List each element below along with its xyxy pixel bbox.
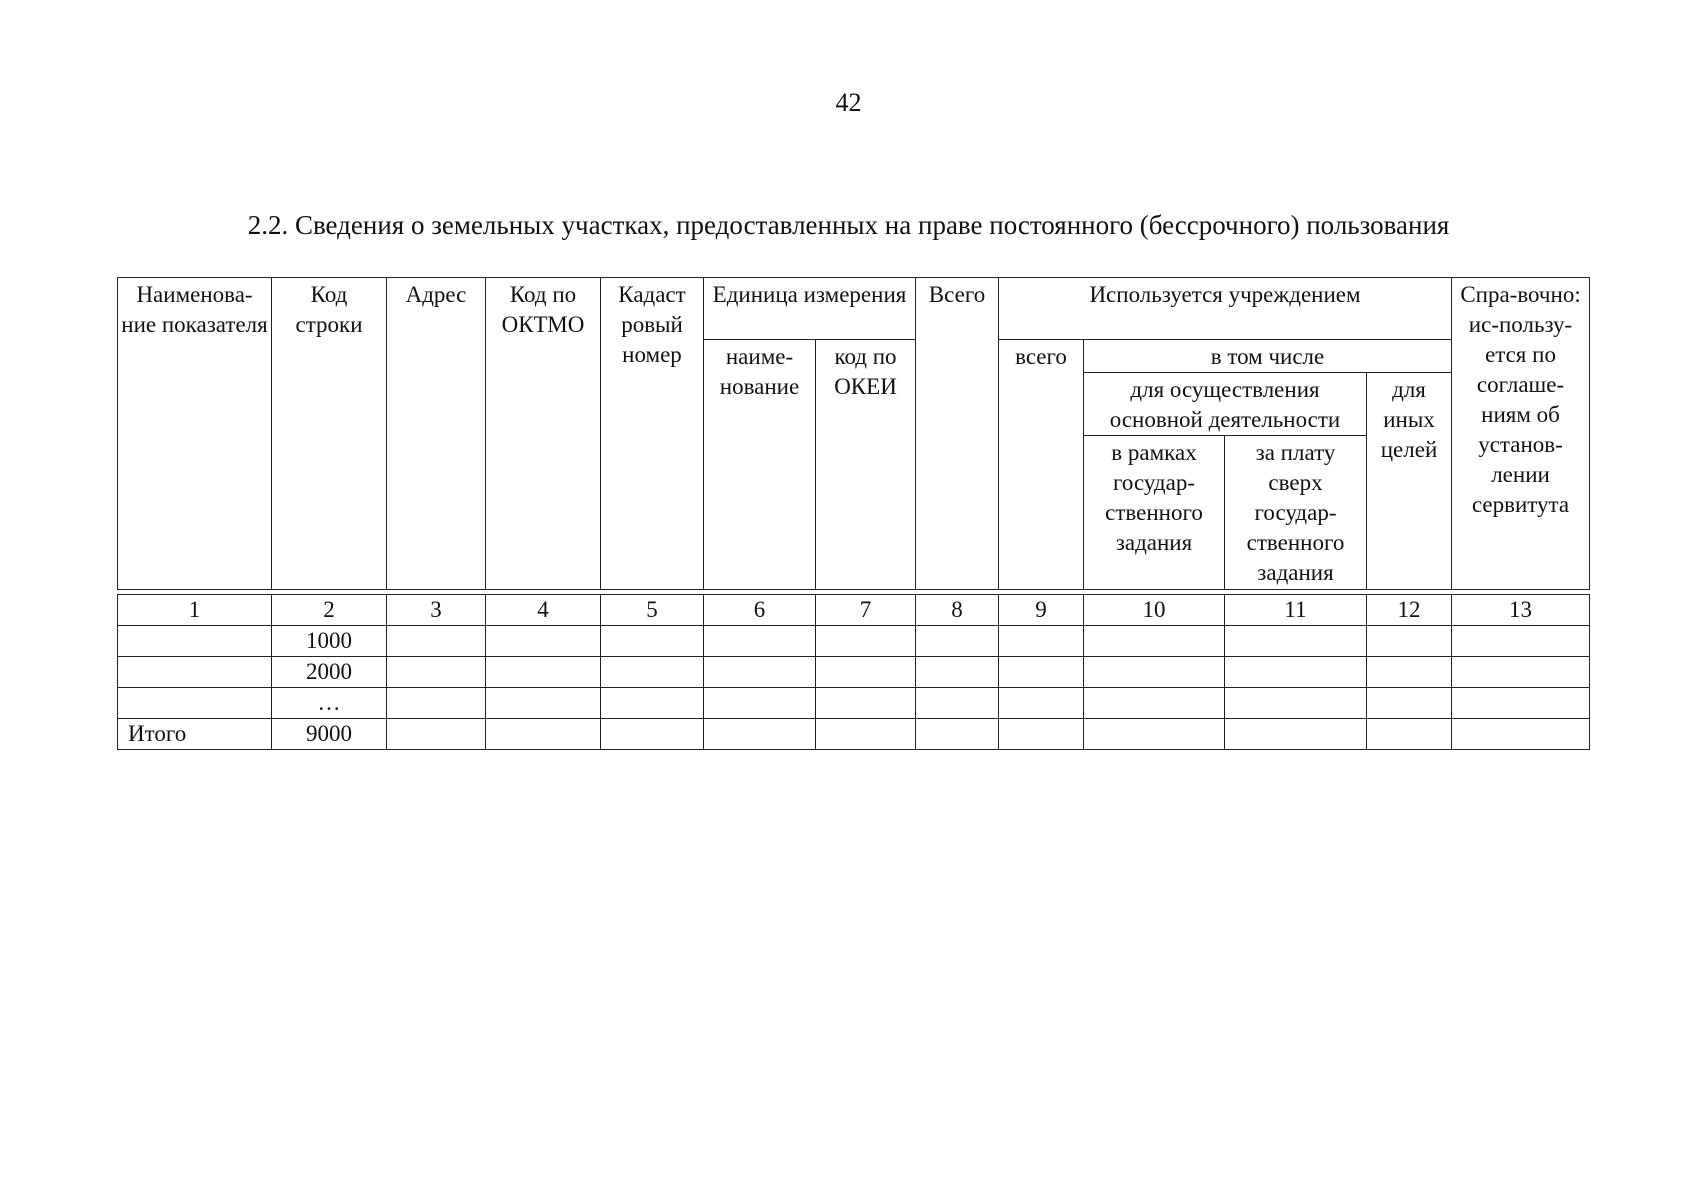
column-number: 4 [486, 595, 601, 626]
table-row [118, 657, 1590, 688]
header-state-task: в рамках государ-ственного задания [1084, 436, 1225, 590]
cell [1367, 688, 1452, 719]
header-oktmo: Код по ОКТМО [486, 278, 601, 590]
cell [816, 657, 916, 688]
page-number: 42 [835, 88, 862, 117]
cell [916, 657, 999, 688]
land-plots-table [117, 277, 1590, 750]
cell [1225, 657, 1367, 688]
header-paid-services: за плату сверх государ-ственного задания [1225, 436, 1367, 590]
cell [816, 626, 916, 657]
cell [601, 719, 704, 750]
cell [1225, 626, 1367, 657]
column-number: 6 [704, 595, 816, 626]
column-number: 8 [916, 595, 999, 626]
cell [916, 688, 999, 719]
header-total: Всего [916, 278, 999, 590]
table-row [118, 688, 1590, 719]
cell [916, 719, 999, 750]
cell [816, 719, 916, 750]
cell [999, 626, 1084, 657]
column-number: 5 [601, 595, 704, 626]
cell [1367, 657, 1452, 688]
cell [387, 719, 486, 750]
section-title: 2.2. Сведения о земельных участках, предоставленных на праве постоянного (бессрочного) пользования [247, 210, 1450, 240]
header-servitude: Спра-вочно: ис-пользу-ется по соглаше-ниям об установ-лении сервитута [1452, 278, 1590, 590]
cell [601, 626, 704, 657]
cell [999, 657, 1084, 688]
cell [1225, 719, 1367, 750]
cell [387, 626, 486, 657]
column-number: 12 [1367, 595, 1452, 626]
cell [1367, 719, 1452, 750]
header-used: Используется учреждением [999, 278, 1452, 340]
header-unit: Единица измерения [704, 278, 916, 340]
cell [486, 626, 601, 657]
column-number: 1 [118, 595, 272, 626]
header-indicator-name: Наименова-ние показателя [118, 278, 272, 590]
header-other-purposes: для иных целей [1367, 373, 1452, 590]
row-code: 9000 [272, 719, 387, 750]
cell [999, 719, 1084, 750]
cell [1452, 688, 1590, 719]
row-name [118, 626, 272, 657]
column-number: 3 [387, 595, 486, 626]
column-number: 9 [999, 595, 1084, 626]
cell [999, 688, 1084, 719]
row-name [118, 688, 272, 719]
cell [1084, 626, 1225, 657]
table-row [118, 626, 1590, 657]
cell [486, 688, 601, 719]
cell [1084, 719, 1225, 750]
column-number: 2 [272, 595, 387, 626]
header-address: Адрес [387, 278, 486, 590]
cell [816, 688, 916, 719]
cell [1452, 719, 1590, 750]
column-number-row [118, 595, 1590, 626]
column-number: 10 [1084, 595, 1225, 626]
column-number: 7 [816, 595, 916, 626]
cell [387, 657, 486, 688]
cell [601, 688, 704, 719]
column-number: 11 [1225, 595, 1367, 626]
row-name: Итого [118, 719, 272, 750]
column-number: 13 [1452, 595, 1590, 626]
cell [1084, 657, 1225, 688]
cell [1452, 626, 1590, 657]
cell [486, 719, 601, 750]
cell [704, 688, 816, 719]
header-unit-okei: код по ОКЕИ [816, 340, 916, 590]
cell [704, 719, 816, 750]
cell [704, 626, 816, 657]
cell [1225, 688, 1367, 719]
cell [486, 657, 601, 688]
header-main-activity: для осуществления основной деятельности [1084, 373, 1367, 436]
header-cadastral-number: Кадаст ровый номер [601, 278, 704, 590]
table-row-total [118, 719, 1590, 750]
cell [1367, 626, 1452, 657]
header-used-total: всего [999, 340, 1084, 590]
row-code: 2000 [272, 657, 387, 688]
cell [704, 657, 816, 688]
cell [916, 626, 999, 657]
cell [601, 657, 704, 688]
row-code: … [272, 688, 387, 719]
header-unit-name: наиме-нование [704, 340, 816, 590]
row-name [118, 657, 272, 688]
row-code: 1000 [272, 626, 387, 657]
cell [1084, 688, 1225, 719]
header-row-code: Код строки [272, 278, 387, 590]
cell [1452, 657, 1590, 688]
header-including: в том числе [1084, 340, 1452, 373]
cell [387, 688, 486, 719]
